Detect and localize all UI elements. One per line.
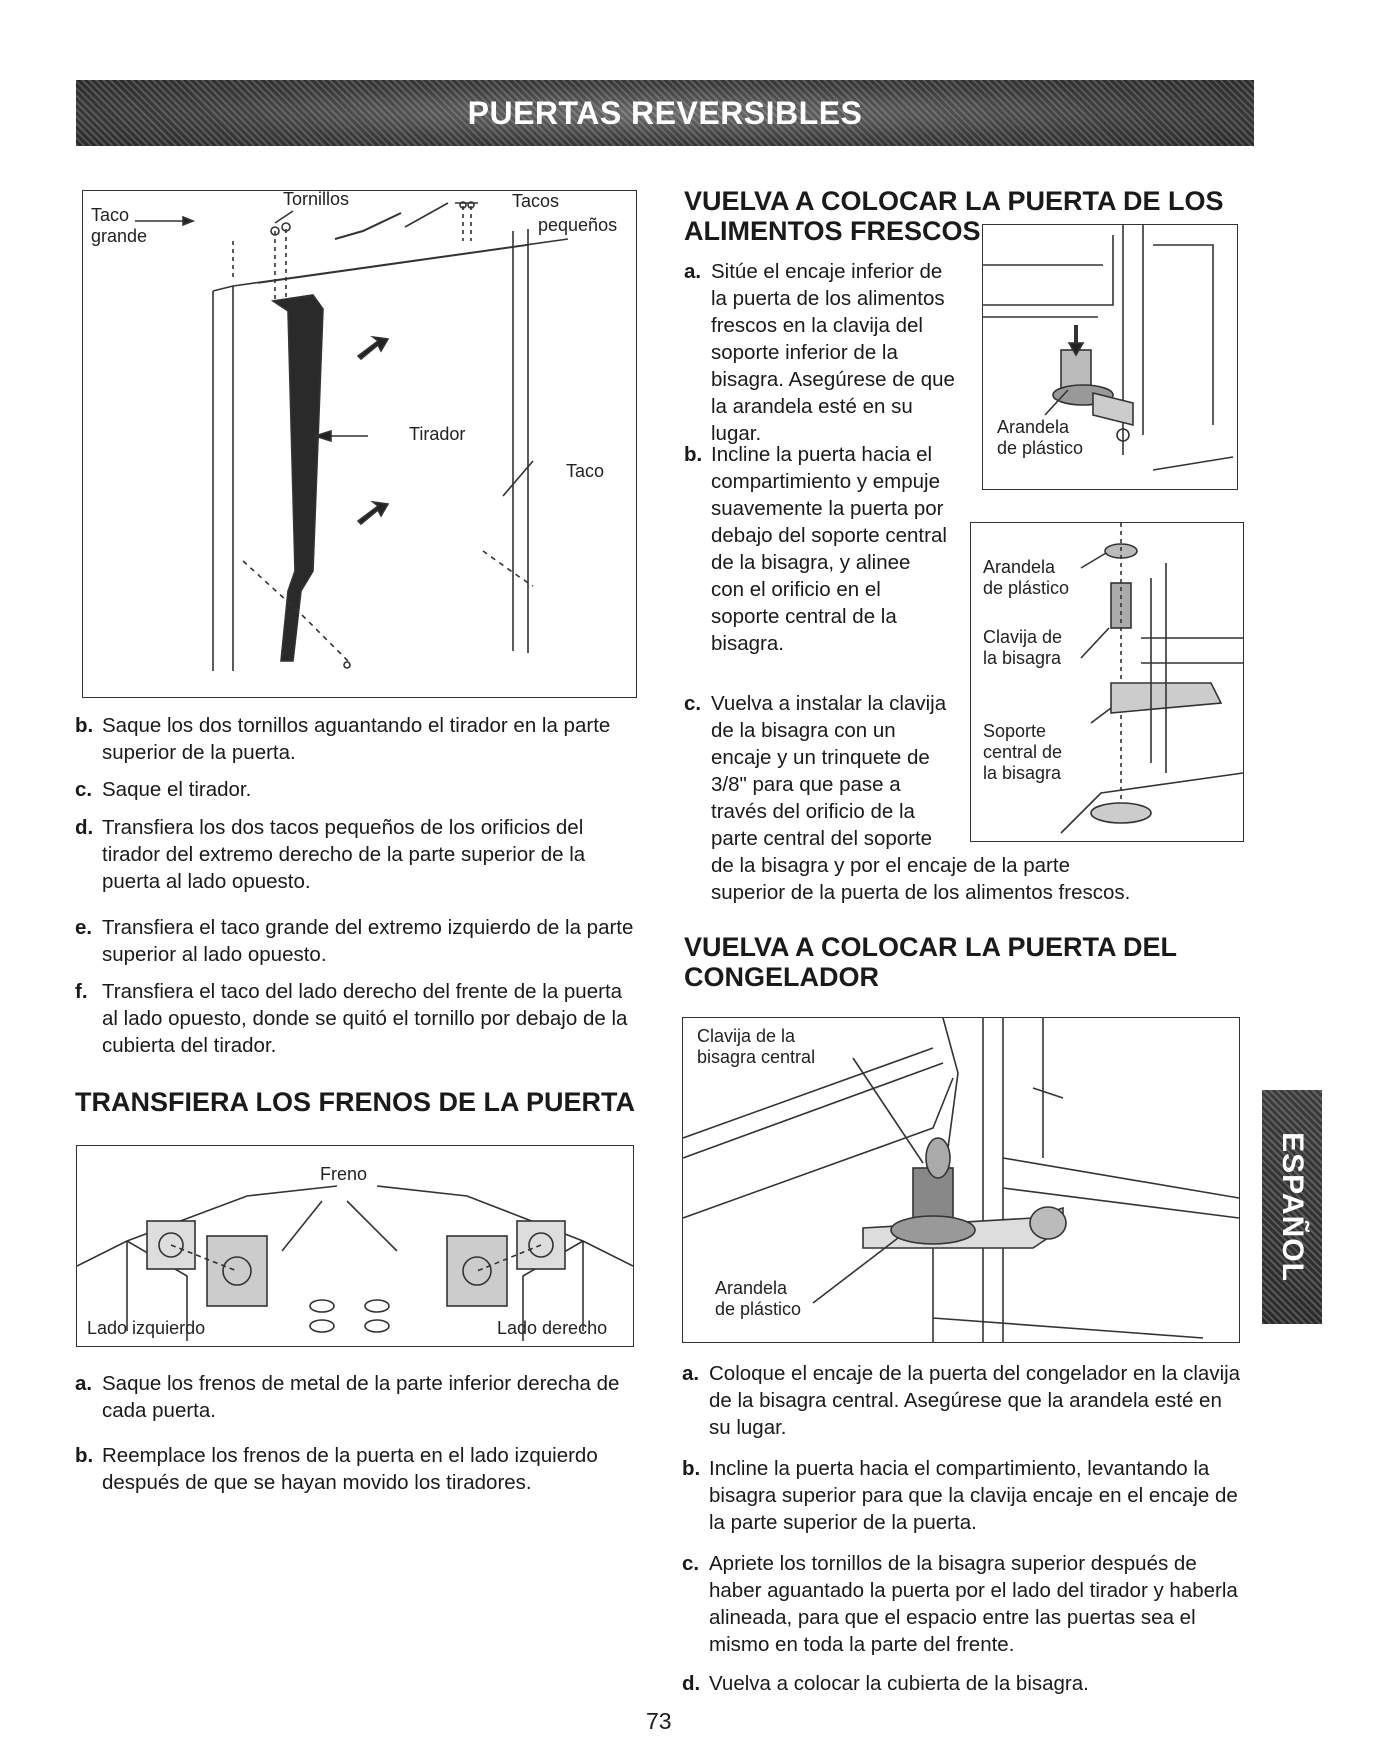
label-clavija-2: la bisagra: [983, 648, 1062, 668]
label-tacos-pequenos-1: Tacos: [512, 191, 560, 211]
list-item: c. Apriete los tornillos de la bisagra superior después de haber aguantado la puerta por el lado del tirador y haberla alineada, para que el espacio entre las puertas sea el mismo en toda la parte del frente.: [682, 1552, 1238, 1656]
label-arandela-1: Arandela: [715, 1278, 788, 1298]
label-clavija-2: bisagra central: [697, 1047, 816, 1067]
label-tirador: Tirador: [409, 424, 466, 444]
label-arandela-2: de plástico: [715, 1299, 802, 1319]
label-soporte-3: la bisagra: [983, 763, 1062, 783]
handle-illustration: [83, 191, 636, 697]
language-tab: [1262, 1090, 1322, 1324]
list-item: f. Transfiera el taco del lado derecho del frente de la puerta al lado opuesto, donde se quitó el tornillo por debajo de la cubierta del tirador.: [75, 980, 628, 1057]
label-soporte-2: central de: [983, 742, 1063, 762]
label-tacos-pequenos-2: pequeños: [538, 215, 618, 235]
heading-congelador-1: VUELVA A COLOCAR LA PUERTA DEL: [684, 932, 1177, 962]
label-arandela-1: Arandela: [997, 417, 1070, 437]
list-item: b. Saque los dos tornillos aguantando el tirador en la parte superior de la puerta.: [75, 714, 611, 764]
list-item: b. Incline la puerta hacia el compartimiento, levantando la bisagra superior para que la clavija encaje en el encaje de la parte superior de la puerta.: [682, 1457, 1238, 1534]
handle-figure: [82, 190, 637, 698]
list-item: c. Saque el tirador.: [75, 778, 252, 801]
label-arandela-2: de plástico: [997, 438, 1084, 458]
label-arandela-1: Arandela: [983, 557, 1056, 577]
label-lado-izquierdo: Lado izquierdo: [87, 1318, 206, 1338]
heading-frescos-2: ALIMENTOS FRESCOS: [684, 216, 981, 246]
page-number: 73: [646, 1708, 672, 1734]
heading-congelador-2: CONGELADOR: [684, 962, 879, 992]
congelador-figure: [682, 1017, 1240, 1343]
list-item: d. Transfiera los dos tacos pequeños de los orificios del tirador del extremo derecho de la parte superior de la puerta al lado opuesto.: [75, 816, 586, 893]
list-item: a. Saque los frenos de metal de la parte inferior derecha de cada puerta.: [75, 1372, 620, 1422]
label-lado-derecho: Lado derecho: [497, 1318, 608, 1338]
label-taco-grande-1: Taco: [91, 205, 130, 225]
heading-frenos: TRANSFIERA LOS FRENOS DE LA PUERTA: [75, 1087, 636, 1117]
section-banner: [76, 80, 1254, 146]
list-item: d. Vuelva a colocar la cubierta de la bisagra.: [682, 1672, 1089, 1695]
language-tab-label: ESPAÑOL: [1276, 1132, 1310, 1282]
list-item: e. Transfiera el taco grande del extremo izquierdo de la parte superior al lado opuesto.: [75, 916, 634, 966]
list-item: b. Incline la puerta hacia el compartimiento y empuje suavemente la puerta por debajo del soporte central de la bisagra, y alinee con el orificio en el soporte central de la bisagra.: [684, 443, 947, 655]
label-clavija-1: Clavija de la: [697, 1026, 796, 1046]
label-taco-grande-2: grande: [91, 226, 148, 246]
label-freno: Freno: [320, 1164, 368, 1184]
banner-title: PUERTAS REVERSIBLES: [467, 94, 863, 131]
list-item: c. Vuelva a instalar la clavija de la bisagra con un encaje y un trinquete de 3/8" para que pase a través del orificio de la parte central del soporte de la bisagra y por el encaje de la parte superior de la puerta de los alimentos frescos.: [684, 692, 1131, 904]
label-tornillos: Tornillos: [283, 190, 350, 209]
frescos-figure-1: [982, 224, 1238, 490]
label-clavija-1: Clavija de: [983, 627, 1063, 647]
label-soporte-1: Soporte: [983, 721, 1047, 741]
label-arandela-2: de plástico: [983, 578, 1070, 598]
list-item: b. Reemplace los frenos de la puerta en el lado izquierdo después de que se hayan movido los tiradores.: [75, 1444, 598, 1494]
list-item: a. Sitúe el encaje inferior de la puerta de los alimentos frescos en la clavija del soporte inferior de la bisagra. Asegúrese de que la arandela esté en su lugar.: [684, 260, 955, 445]
label-taco: Taco: [566, 461, 605, 481]
heading-frescos-1: VUELVA A COLOCAR LA PUERTA DE LOS: [684, 186, 1224, 216]
frenos-figure: [76, 1145, 634, 1347]
list-item: a. Coloque el encaje de la puerta del congelador en la clavija de la bisagra central. Asegúrese que la arandela esté en su lugar.: [682, 1362, 1241, 1439]
